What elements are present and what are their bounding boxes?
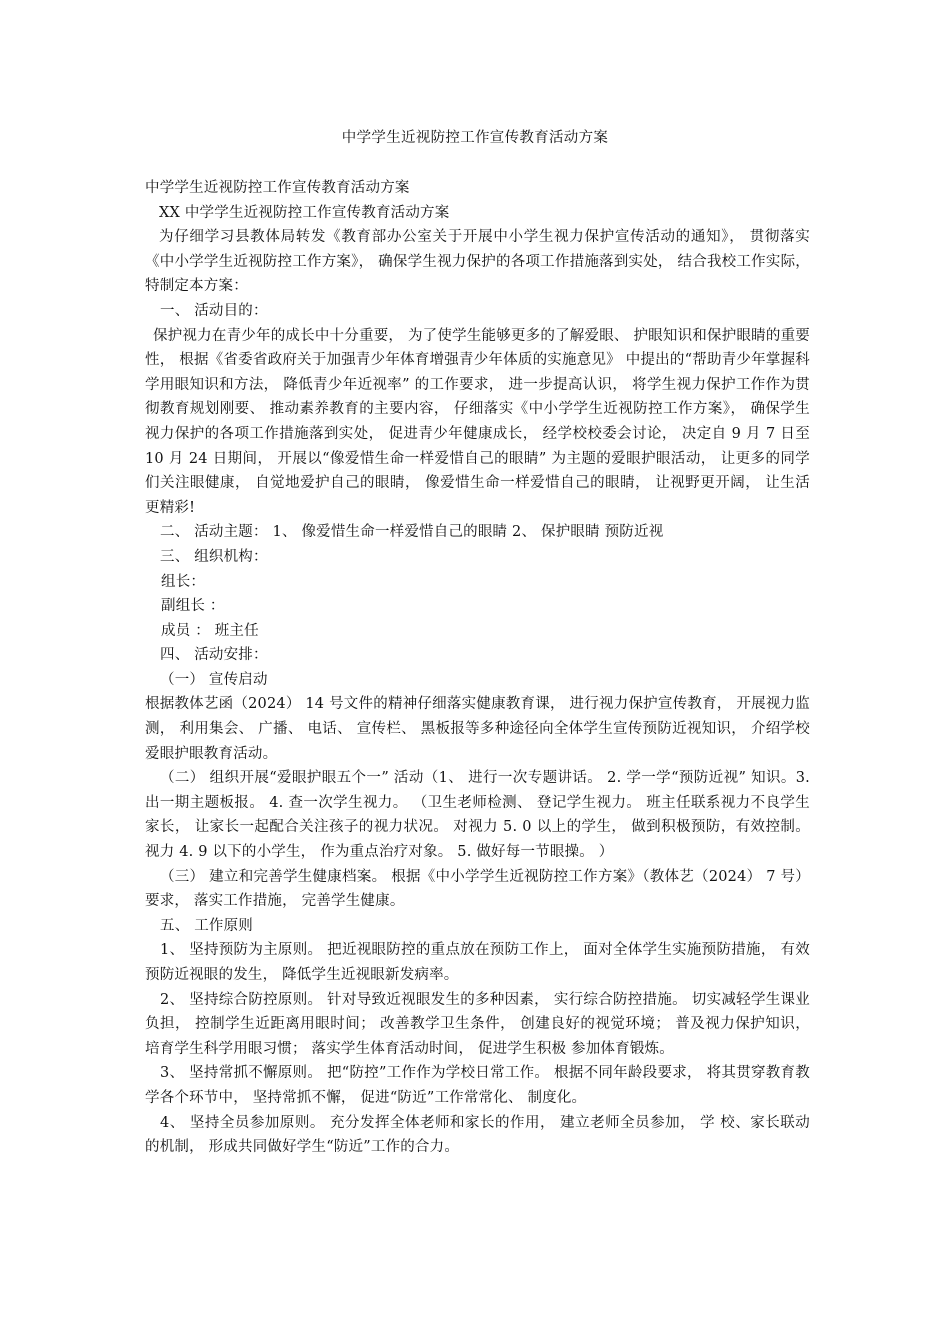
paragraph: 副组长 ： [161, 598, 225, 615]
paragraph: （二） 组织开展“爱眼护眼五个一” 活动（1、 进行一次专题讲话。 2. 学一学“预防近视” 知识。3. 出一期主题板报。 4. 查一次学生视力。 （卫生老师检测、 登记学生视力。 班主任联系视力不良学生家长， 让家长一起配合关注孩子的视力状况。 对视力 5. 0 以上的学生， 做到积极预防，有效控制。 视力 4. 9 以下的小学生， 作为重点治疗对象。 5. 做好每一节眼操。 ） [145, 770, 810, 861]
paragraph: 4、 坚持全员参加原则。 充分发挥全体老师和家长的作用， 建立老师全员参加， 学 校、家长联动的机制， 形成共同做好学生“防近”工作的合力。 [145, 1114, 810, 1156]
subsection-heading: （一） 宣传启动 [160, 671, 268, 688]
paragraph: 成员 ： 班主任 [161, 622, 259, 639]
paragraph: 为仔细学习县教体局转发《教育部办公室关于开展中小学生视力保护宣传活动的通知》， 贯彻落实《中小学学生近视防控工作方案》， 确保学生视力保护的各项工作措施落到实处， 结合我校工作实际， 特制定本方案： [145, 229, 810, 295]
paragraph: 组长： [161, 573, 206, 590]
section-heading: 四、 活动安排： [160, 647, 268, 664]
paragraph: 中学学生近视防控工作宣传教育活动方案 [145, 180, 410, 196]
paragraph: XX 中学学生近视防控工作宣传教育活动方案 [159, 204, 450, 221]
paragraph: 3、 坚持常抓不懈原则。 把“防控”工作作为学校日常工作。 根据不同年龄段要求， 将其贯穿教育教学各个环节中， 坚持常抓不懈， 促进“防近”工作常常化、 制度化。 [145, 1065, 810, 1106]
paragraph: 1、 坚持预防为主原则。 把近视眼防控的重点放在预防工作上， 面对全体学生实施预防措施， 有效预防近视眼的发生， 降低学生近视眼新发病率。 [145, 942, 810, 983]
section-heading: 五、 工作原则 [160, 917, 254, 934]
paragraph: 2、 坚持综合防控原则。 针对导致近视眼发生的多种因素， 实行综合防控措施。 切实减轻学生课业负担， 控制学生近距离用眼时间； 改善教学卫生条件， 创建良好的视觉环境； 普及视力保护知识， 培育学生科学用眼习惯； 落实学生体育活动时间， 促进学生积极 参加体育锻炼。 [145, 991, 810, 1057]
section-heading: 一、 活动目的： [160, 302, 268, 319]
document-title: 中学学生近视防控工作宣传教育活动方案 [341, 130, 609, 146]
section-heading: 二、 活动主题： 1、 像爱惜生命一样爱惜自己的眼睛 2、 保护眼睛 预防近视 [160, 524, 664, 541]
document-body [145, 176, 810, 1160]
paragraph: 保护视力在青少年的成长中十分重要， 为了使学生能够更多的了解爱眼、 护眼知识和保护眼睛的重要性， 根据《省委省政府关于加强青少年体育增强青少年体质的实施意见》 中提出的“帮助青少年掌握科学用眼知识和方法， 降低青少年近视率” 的工作要求， 进一步提高认识， 将学生视力保护工作作为贯彻教育规划刚要、 推动素养教育的主要内容， 仔细落实《中小学学生近视防控工作方案》， 确保学生视力保护的各项工作措施落到实处， 促进青少年健康成长， 经学校校委会讨论， 决定自 9 月 7 日至 10 月 24 日期间， 开展以“像爱惜生命一样爱惜自己的眼睛” 为主题的爱眼护眼活动， 让更多的同学们关注眼健康， 自觉地爱护自己的眼睛， 像爱惜生命一样爱惜自己的眼睛， 让视野更开阔， 让生活更精彩! [145, 327, 810, 516]
section-heading: 三、 组织机构： [160, 548, 268, 565]
paragraph: （三） 建立和完善学生健康档案。 根据《中小学学生近视防控工作方案》（教体艺（2024） 7 号）要求， 落实工作措施， 完善学生健康。 [145, 868, 811, 910]
paragraph: 根据教体艺函（2024） 14 号文件的精神仔细落实健康教育课， 进行视力保护宣传教育， 开展视力监测， 利用集会、 广播、 电话、 宣传栏、 黑板报等多种途径向全体学生宣传预防近视知识， 介绍学校爱眼护眼教育活动。 [145, 696, 810, 762]
